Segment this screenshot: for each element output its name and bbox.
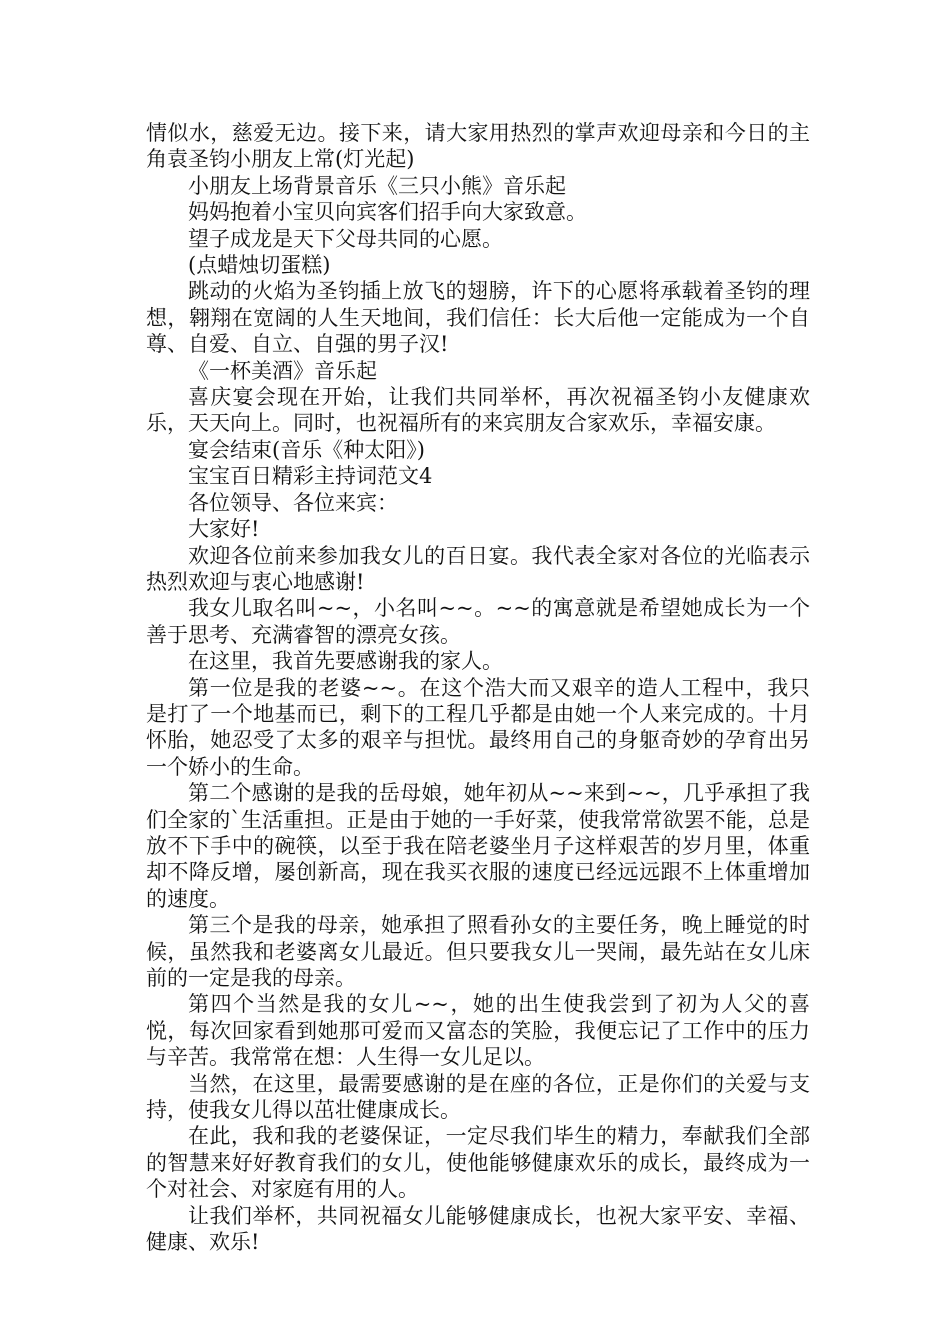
section-heading: 宝宝百日精彩主持词范文4 xyxy=(188,464,433,489)
paragraph-17: 第二个感谢的是我的岳母娘，她年初从~~来到~~，几乎承担了我们全家的`生活重担。正是由于她的一手好菜，使我常常欲罢不能，总是放不下手中的碗筷，以至于我在陪老婆坐月子这样艰苦的岁月里，体重却不降反增，屡创新高，现在我买衣服的速度已经远远跟不上体重增加的速度。 xyxy=(146,781,810,911)
paragraph-6: 跳动的火焰为圣钧插上放飞的翅膀，许下的心愿将承载着圣钧的理想，翱翔在宽阔的人生天地间，我们信任：长大后他一定能成为一个自尊、自爱、自立、自强的男子汉! xyxy=(146,279,810,357)
paragraph-14: 我女儿取名叫~~，小名叫~~。~~的寓意就是希望她成长为一个善于思考、充满睿智的漂亮女孩。 xyxy=(146,596,810,647)
paragraph-1: 情似水，慈爱无边。接下来，请大家用热烈的掌声欢迎母亲和今日的主角袁圣钧小朋友上常(灯光起) xyxy=(146,121,810,172)
paragraph-7: 《一杯美酒》音乐起 xyxy=(188,358,377,383)
paragraph-21: 在此，我和我的老婆保证，一定尽我们毕生的精力，奉献我们全部的智慧来好好教育我们的女儿，使他能够健康欢乐的成长，最终成为一个对社会、对家庭有用的人。 xyxy=(146,1124,810,1202)
paragraph-22: 让我们举杯，共同祝福女儿能够健康成长，也祝大家平安、幸福、健康、欢乐! xyxy=(146,1203,810,1255)
paragraph-9: 宴会结束(音乐《种太阳》) xyxy=(188,437,425,462)
paragraph-16: 第一位是我的老婆~~。在这个浩大而又艰辛的造人工程中，我只是打了一个地基而已，剩下的工程几乎都是由她一个人来完成的。十月怀胎，她忍受了太多的艰辛与担忧。最终用自己的身躯奇妙的孕育出另一个娇小的生命。 xyxy=(146,675,810,779)
paragraph-4: 望子成龙是天下父母共同的心愿。 xyxy=(188,226,503,251)
paragraph-20: 当然，在这里，最需要感谢的是在座的各位，正是你们的关爱与支持，使我女儿得以茁壮健康成长。 xyxy=(146,1071,810,1123)
paragraph-18: 第三个是我的母亲，她承担了照看孙女的主要任务，晚上睡觉的时候，虽然我和老婆离女儿最近。但只要我女儿一哭闹，最先站在女儿床前的一定是我的母亲。 xyxy=(146,913,810,990)
greeting: 大家好! xyxy=(188,517,260,542)
paragraph-2: 小朋友上场背景音乐《三只小熊》音乐起 xyxy=(188,173,566,198)
paragraph-19: 第四个当然是我的女儿~~，她的出生使我尝到了初为人父的喜悦，每次回家看到她那可爱而又富态的笑脸，我便忘记了工作中的压力与辛苦。我常常在想：人生得一女儿足以。 xyxy=(146,992,810,1070)
paragraph-5: (点蜡烛切蛋糕) xyxy=(188,253,331,278)
paragraph-3: 妈妈抱着小宝贝向宾客们招手向大家致意。 xyxy=(188,200,587,225)
salutation: 各位领导、各位来宾： xyxy=(188,490,398,515)
paragraph-15: 在这里，我首先要感谢我的家人。 xyxy=(188,649,503,674)
document-body xyxy=(146,120,810,1255)
paragraph-13: 欢迎各位前来参加我女儿的百日宴。我代表全家对各位的光临表示热烈欢迎与衷心地感谢! xyxy=(146,543,810,594)
paragraph-8: 喜庆宴会现在开始，让我们共同举杯，再次祝福圣钧小友健康欢乐，天天向上。同时，也祝福所有的来宾朋友合家欢乐，幸福安康。 xyxy=(146,385,810,436)
